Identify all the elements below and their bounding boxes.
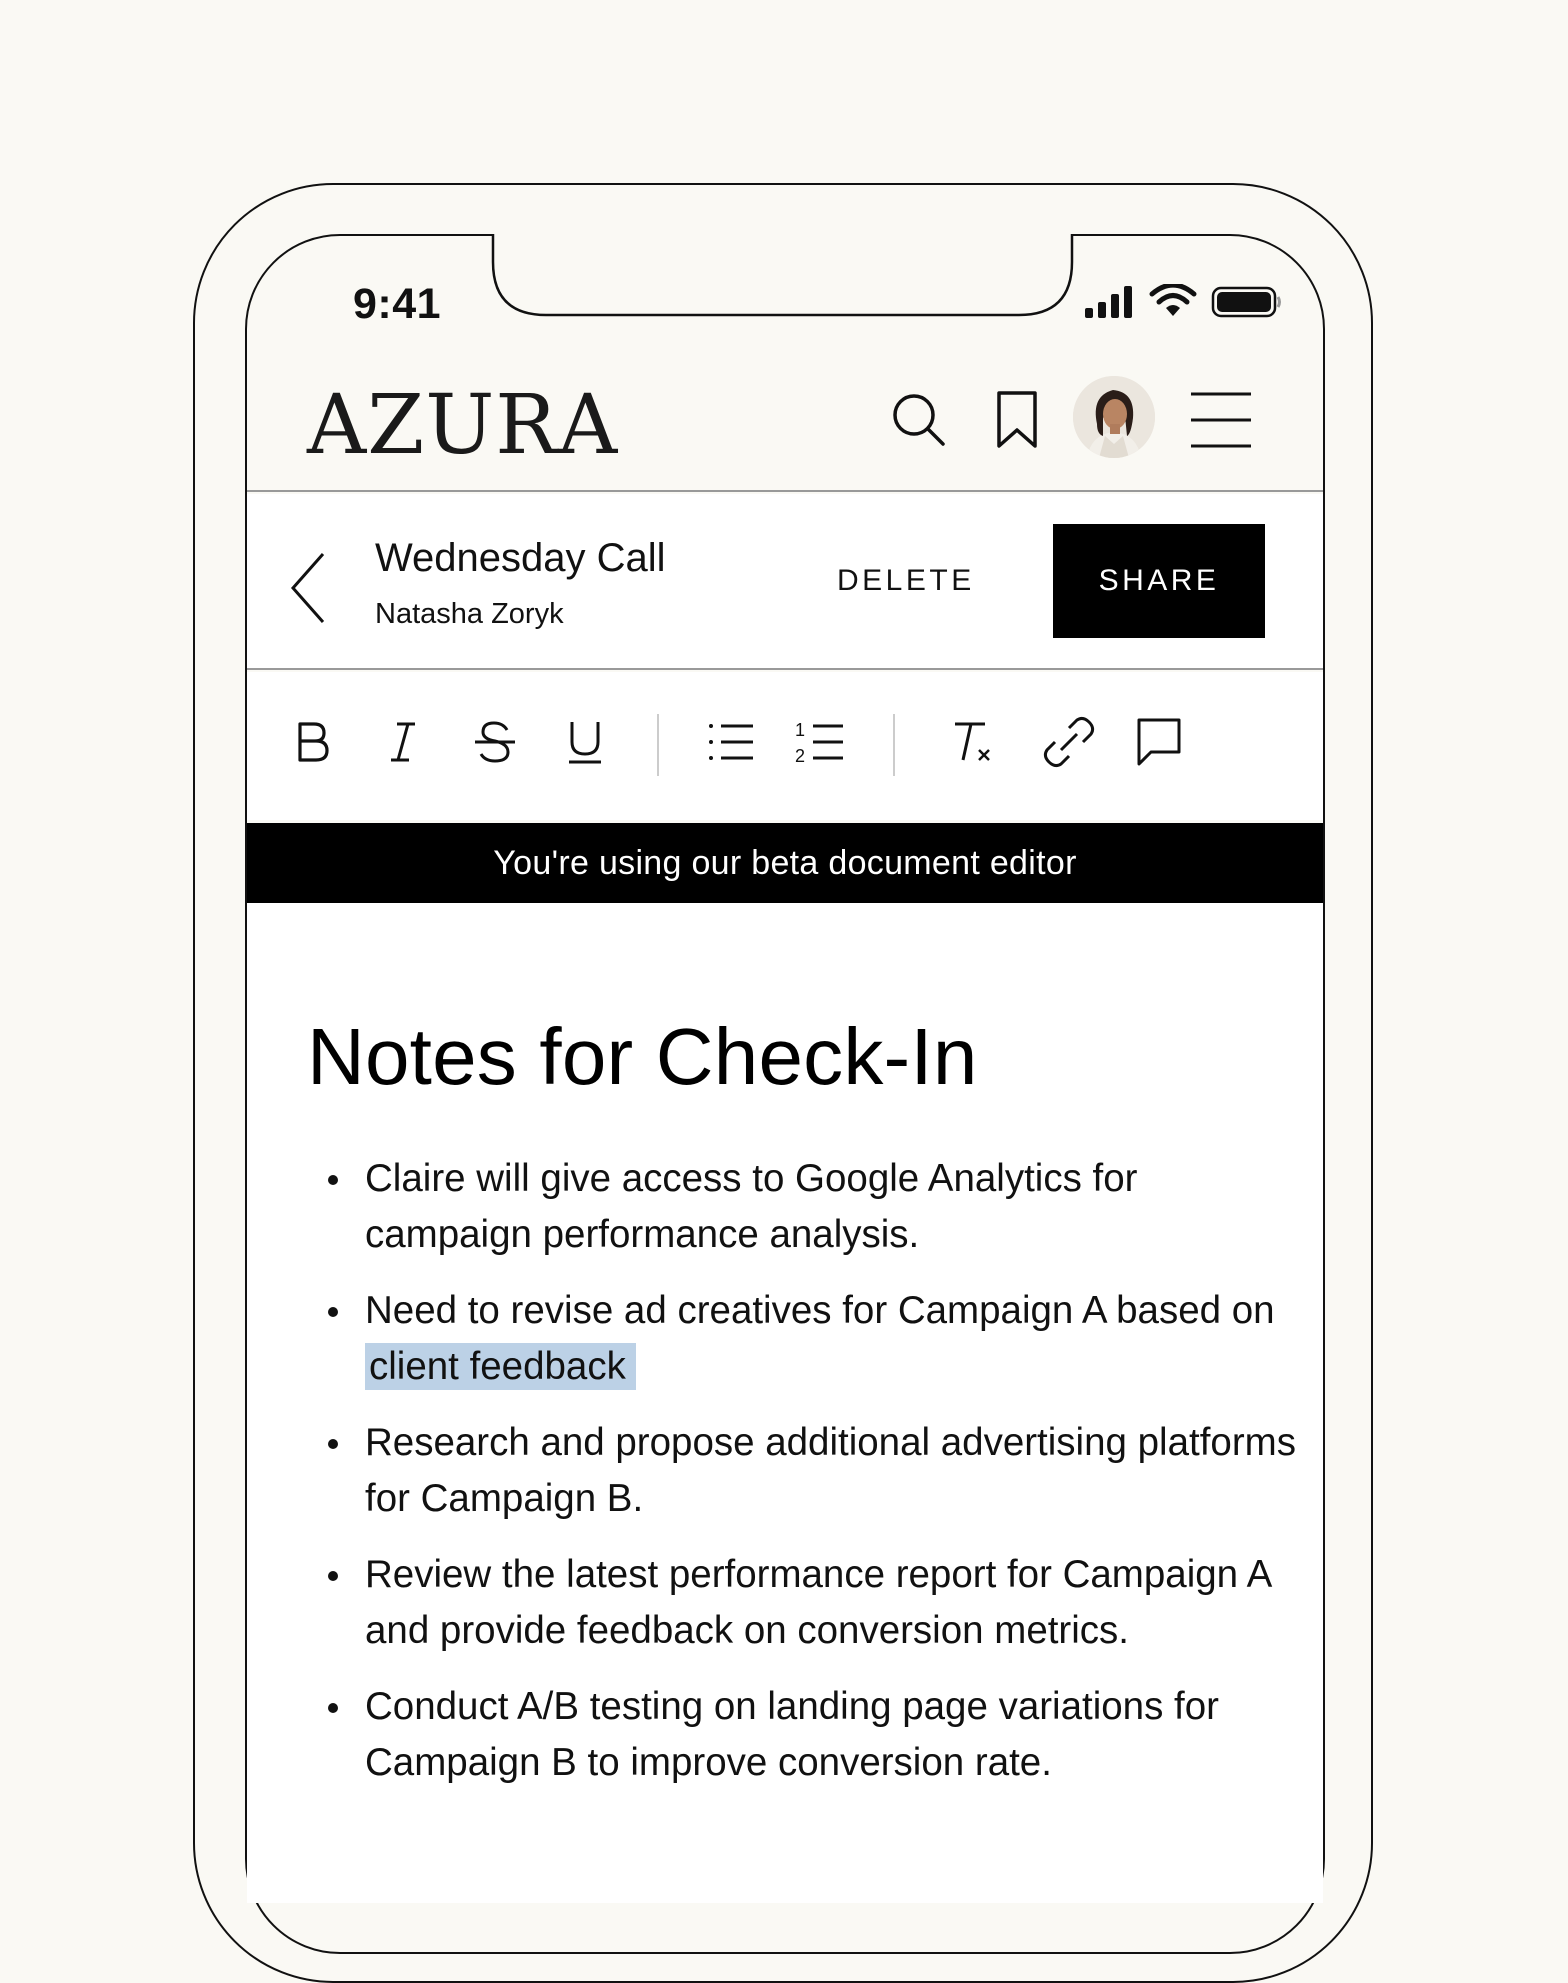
header-divider: [247, 490, 1323, 492]
list-item[interactable]: [307, 1547, 1307, 1659]
beta-banner: You're using our beta document editor: [247, 823, 1323, 903]
document-content[interactable]: [247, 903, 1323, 1903]
list-item[interactable]: [307, 1283, 1307, 1395]
toolbar-separator: [893, 714, 895, 776]
svg-text:2: 2: [795, 746, 806, 766]
list-item-text: Need to revise ad creatives for Campaign A based on: [365, 1289, 1275, 1332]
list-item-text: Review the latest performance report for Campaign A and provide feedback on conversion metrics.: [365, 1553, 1271, 1652]
italic-icon[interactable]: [373, 712, 433, 772]
bookmark-icon[interactable]: [987, 390, 1047, 450]
avatar-image: [1073, 376, 1155, 458]
search-icon[interactable]: [889, 390, 949, 450]
document-header: [247, 494, 1323, 668]
numbered-list-icon[interactable]: [791, 712, 851, 772]
status-time: 9:41: [353, 280, 442, 328]
document-author: Natasha Zoryk: [375, 598, 564, 630]
list-item[interactable]: [307, 1679, 1307, 1791]
back-arrow-icon[interactable]: [289, 550, 329, 626]
comment-icon[interactable]: [1129, 712, 1189, 772]
formatting-toolbar: [247, 672, 1323, 820]
status-icons: [1083, 284, 1283, 320]
list-item-text: Conduct A/B testing on landing page variations for Campaign B to improve conversion rate.: [365, 1685, 1219, 1784]
bold-icon[interactable]: [283, 712, 343, 772]
wifi-icon: [1149, 284, 1197, 320]
document-heading[interactable]: Notes for Check-In: [307, 1012, 978, 1101]
list-item-text: Claire will give access to Google Analytics for campaign performance analysis.: [365, 1157, 1138, 1256]
battery-icon: [1211, 284, 1283, 320]
delete-button[interactable]: DELETE: [837, 564, 975, 597]
bullet-list-icon[interactable]: [701, 712, 761, 772]
toolbar-separator: [657, 714, 659, 776]
document-title: Wednesday Call: [375, 536, 666, 580]
avatar[interactable]: [1073, 376, 1155, 458]
link-icon[interactable]: [1039, 712, 1099, 772]
doc-header-divider: [247, 668, 1323, 670]
share-button[interactable]: SHARE: [1053, 524, 1265, 638]
clear-format-icon[interactable]: [939, 712, 999, 772]
strikethrough-icon[interactable]: [465, 712, 525, 772]
signal-icon: [1083, 284, 1135, 320]
selected-text-highlight[interactable]: client feedback: [365, 1343, 636, 1390]
notes-list: [307, 1151, 1307, 1811]
menu-icon[interactable]: [1191, 390, 1251, 450]
list-item-text: Research and propose additional advertising platforms for Campaign B.: [365, 1421, 1296, 1520]
svg-text:1: 1: [795, 720, 806, 740]
app-header: [247, 360, 1323, 490]
list-item[interactable]: [307, 1415, 1307, 1527]
list-item[interactable]: [307, 1151, 1307, 1263]
app-logo[interactable]: AZURA: [307, 378, 619, 473]
underline-icon[interactable]: [555, 712, 615, 772]
